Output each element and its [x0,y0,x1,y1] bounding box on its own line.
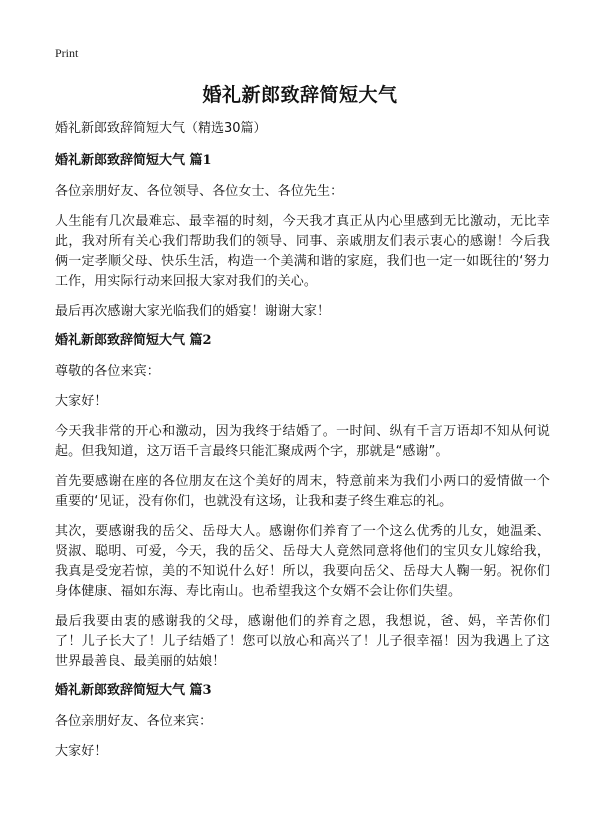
paragraph: 今天我非常的开心和激动，因为我终于结婚了。一时间、纵有千言万语却不知从何说起。但我知道，这万语千言最终只能汇聚成两个字，那就是“感谢”。 [55,424,550,459]
section-3 [55,682,550,762]
section-1 [55,152,550,322]
paragraph: 最后再次感谢大家光临我们的婚宴！谢谢大家！ [55,304,331,319]
section-heading: 婚礼新郎致辞简短大气 篇3 [55,683,212,698]
section-heading: 婚礼新郎致辞简短大气 篇2 [55,333,212,348]
paragraph: 最后我要由衷的感谢我的父母，感谢他们的养育之恩，我想说，爸、妈，辛苦你们了！儿子长大了！儿子结婚了！您可以放心和高兴了！儿子很幸福！因为我遇上了这世界最善良、最美丽的姑娘！ [55,614,550,669]
paragraph: 人生能有几次最难忘、最幸福的时刻，今天我才真正从内心里感到无比激动，无比幸此，我对所有关心我们帮助我们的领导、同事、亲戚朋友们表示衷心的感谢！今后我俩一定孝顺父母、快乐生活，构造一个美满和谐的家庭，我们也一定一如既往的‘努力工作，用实际行动来回报大家对我们的关心。 [55,214,550,289]
paragraph: 各位亲朋好友、各位来宾： [55,714,213,729]
page-title: 婚礼新郎致辞简短大气 [202,84,398,106]
article-subtitle: 婚礼新郎致辞简短大气（精选30篇） [55,121,267,136]
print-link[interactable]: Print [55,46,79,60]
paragraph: 其次，要感谢我的岳父、岳母大人。感谢你们养育了一个这么优秀的儿女，她温柔、贤淑、聪明、可爱，今天，我的岳父、岳母大人竟然同意将他们的宝贝女儿嫁给我，我真是受宠若惊，美的不知说什么好！所以，我要向岳父、岳母大人鞠一躬。祝你们身体健康、福如东海、寿比南山。也希望我这个女婿不会让你们失望。 [55,524,550,599]
paragraph: 大家好！ [55,744,108,759]
section-heading: 婚礼新郎致辞简短大气 篇1 [55,153,212,168]
article-body [55,120,550,772]
paragraph: 尊敬的各位来宾： [55,364,160,379]
section-2 [55,332,550,672]
paragraph: 各位亲朋好友、各位领导、各位女士、各位先生： [55,184,344,199]
paragraph: 大家好！ [55,394,108,409]
paragraph: 首先要感谢在座的各位朋友在这个美好的周末，特意前来为我们小两口的爱情做一个重要的‘见证，没有你们，也就没有这场，让我和妻子终生难忘的礼。 [55,474,550,509]
